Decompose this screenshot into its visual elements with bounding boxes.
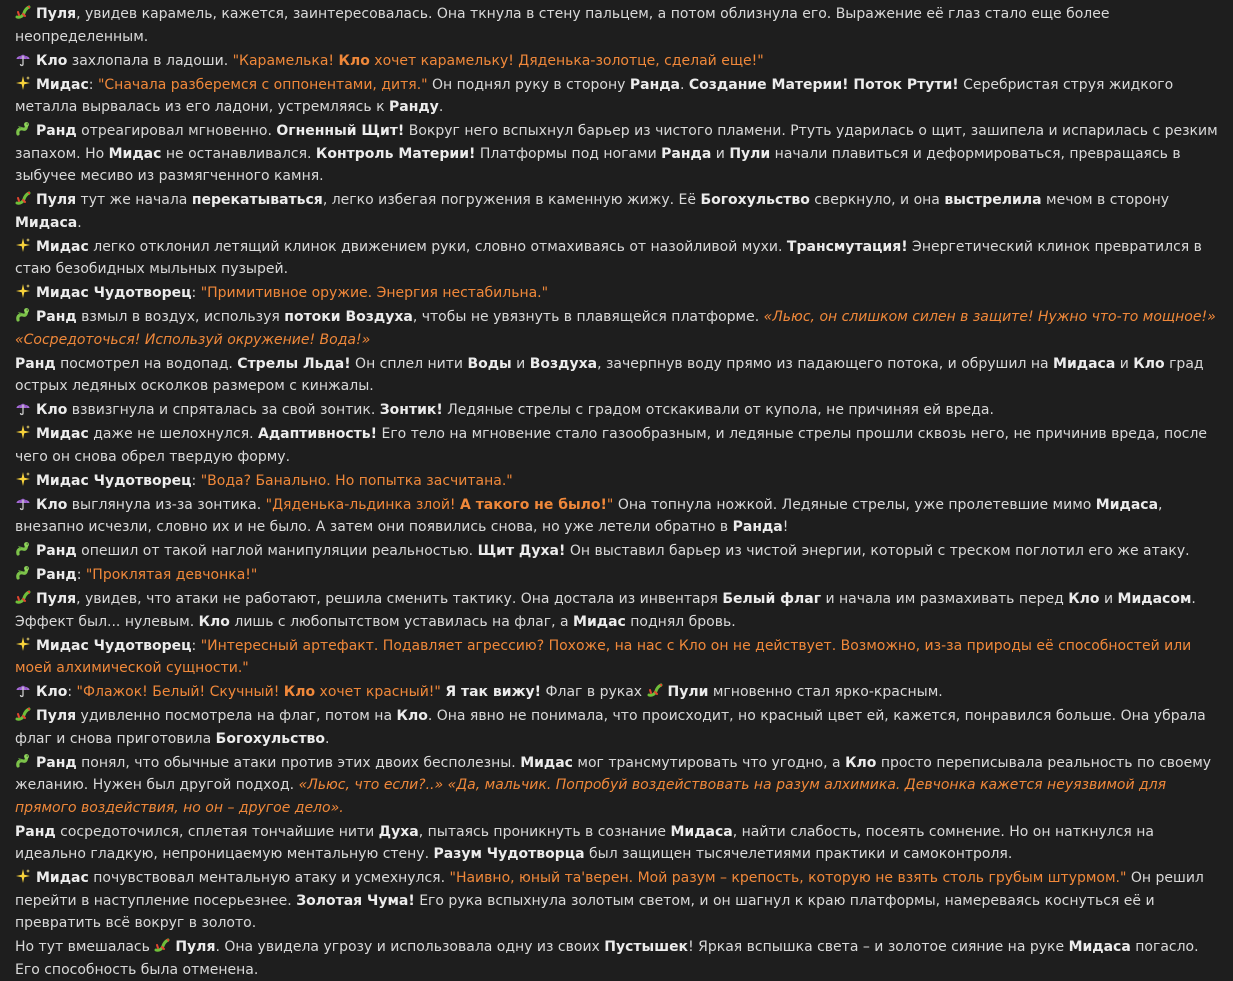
narration-text: :	[191, 472, 201, 489]
snake-lizard-icon	[15, 705, 31, 728]
bold-name: Ранд	[15, 823, 56, 840]
snake-lizard-icon	[15, 3, 31, 26]
bold-name: Ранд	[36, 543, 77, 559]
snake-lizard-icon	[647, 681, 663, 704]
narration-text: , увидев, что атаки не работают, решила сменить тактику. Она достала из инвентаря	[76, 591, 723, 607]
bold-name: Кло	[198, 613, 230, 630]
bold-name: Огненный Щит!	[276, 123, 405, 139]
bold-name: Мидас	[36, 238, 89, 255]
bold-name: Ранда	[629, 76, 680, 93]
speech-quote: "Примитивное оружие. Энергия нестабильна."	[200, 285, 549, 301]
sparkles-icon	[15, 635, 31, 658]
narration-text: был защищен тысячелетиями практики и самоконтроля.	[584, 846, 1013, 862]
bold-name: Мидаса	[15, 214, 78, 231]
chat-message	[15, 50, 1219, 73]
narration-text: и	[511, 355, 530, 372]
bold-name: Мидасом	[1117, 591, 1192, 607]
umbrella-icon	[15, 50, 31, 73]
narration-text: почувствовал ментальную атаку и усмехнулся.	[88, 870, 450, 886]
narration-text: Флаг в руках	[541, 684, 647, 700]
bold-name: Создание Материи! Поток Ртути!	[688, 76, 959, 93]
speech-quote: "Интересный артефакт. Подавляет агрессию? Похоже, на нас с Кло он не действует. Возможно, из-за природы её способностей или моей алхимической сущности."	[15, 637, 1192, 676]
bold-name: Кло	[1133, 355, 1165, 372]
bold-name: Ранд	[36, 754, 77, 771]
chat-message	[15, 705, 1219, 750]
narration-text: Но тут вмешалась	[15, 939, 155, 955]
bold-name: Мидас	[36, 76, 89, 93]
narration-text: .	[438, 99, 444, 115]
chat-message	[15, 588, 1219, 633]
bold-name: Кло	[36, 52, 68, 69]
chat-message	[15, 681, 1219, 704]
dragon-icon	[15, 564, 31, 587]
bold-name: Кло	[36, 684, 68, 700]
bold-name: Пуля	[36, 6, 77, 22]
speech-quote: "Проклятая девчонка!"	[85, 567, 258, 583]
dragon-icon	[15, 306, 31, 329]
bold-name: Богохульство	[215, 730, 326, 747]
chat-message	[15, 423, 1219, 468]
bold-name: Щит Духа!	[477, 543, 566, 559]
narration-text: . Она увидела угрозу и использовала одну из своих	[215, 939, 605, 955]
speech-quote: "Дяденька-льдинка злой!	[265, 496, 460, 513]
narration-text: , пытаясь проникнуть в сознание	[418, 823, 671, 840]
bold-name: Воздуха	[529, 355, 598, 372]
narration-text: . Она явно не понимала, что происходит, но красный цвет ей, кажется, понравился больше. Она убрала флаг и снова приготовила	[15, 708, 1206, 747]
bold-name: Мидас	[108, 145, 162, 162]
narration-text: , легко избегая погружения в каменную жижу. Её	[322, 192, 701, 208]
bold-name: Ранд	[36, 123, 77, 139]
bold-name: Мидас	[573, 613, 626, 630]
bold-name: Кло	[396, 708, 428, 724]
narration-text: Вокруг него вспыхнул барьер из чистого пламени. Ртуть ударилась о щит, зашипела и испарилась с резким запахом. Но	[15, 123, 1218, 162]
bold-name: Мидас	[36, 870, 89, 886]
bold-name: Стрелы Льда!	[237, 355, 351, 372]
narration-text: удивленно посмотрела на флаг, потом на	[76, 708, 397, 724]
sparkles-icon	[15, 74, 31, 97]
bold-name: Мидас	[520, 754, 573, 771]
bold-name: Кло	[36, 496, 68, 513]
bold-name: Ранду	[388, 99, 439, 115]
bold-name: Пустышек	[604, 939, 689, 955]
bold-name: Я так вижу!	[445, 684, 542, 700]
sparkles-icon	[15, 867, 31, 890]
speech-quote: хочет карамельку! Дяденька-золотце, сделай еще!"	[369, 52, 764, 69]
chat-message	[15, 282, 1219, 305]
dragon-icon	[15, 540, 31, 563]
bold-name: Мидас Чудотворец	[36, 637, 192, 654]
narration-text: даже не шелохнулся.	[88, 426, 259, 442]
bold-name: Пуля	[175, 939, 216, 955]
chat-message	[15, 540, 1219, 563]
bold-name: Кло	[1068, 591, 1100, 607]
umbrella-icon	[15, 399, 31, 422]
narration-text: тут же начала	[76, 192, 192, 208]
snake-lizard-icon	[15, 189, 31, 212]
narration-text: и	[711, 145, 730, 162]
chat-message	[15, 635, 1219, 680]
chat-message	[15, 470, 1219, 493]
chat-message	[15, 399, 1219, 422]
chat-message	[15, 120, 1219, 188]
narration-text: понял, что обычные атаки против этих двоих бесполезны.	[76, 754, 521, 771]
chat-message	[15, 564, 1219, 587]
chat-message	[15, 936, 1219, 981]
narration-text: начали плавиться и деформироваться, превращаясь в зыбучее месиво из размягченного камня.	[15, 145, 1181, 184]
narration-text: , увидев карамель, кажется, заинтересовалась. Она ткнула в стену пальцем, а потом облизнула его. Выражение её глаз стало еще более неопределенным.	[15, 6, 1110, 45]
bold-name: Пули	[667, 684, 709, 700]
bold-name: перекатываться	[191, 192, 323, 208]
bold-name: Адаптивность!	[258, 426, 378, 442]
chat-message	[15, 189, 1219, 234]
narration-text: посмотрел на водопад.	[55, 355, 238, 372]
narration-text: .	[680, 76, 689, 93]
narration-text: взвизгнула и спряталась за свой зонтик.	[67, 402, 380, 418]
speech-quote-bold: Кло	[283, 684, 316, 700]
bold-name: Ранд	[36, 309, 77, 325]
narration-text: сосредоточился, сплетая тончайшие нити	[55, 823, 379, 840]
narration-text: :	[88, 76, 98, 93]
bold-name: Пуля	[36, 192, 77, 208]
narration-text: Его тело на мгновение стало газообразным, и ледяные стрелы прошли сквозь него, не причинив вреда, после чего он снова обрел твердую форму.	[15, 426, 1208, 465]
narration-text: опешил от такой наглой манипуляции реальностью.	[76, 543, 478, 559]
chat-message	[15, 306, 1219, 351]
narration-text: . Эффект был... нулевым.	[15, 591, 1196, 630]
speech-quote-bold: Кло	[338, 52, 370, 69]
narration-text: .	[325, 730, 330, 747]
bold-name: Воды	[467, 355, 512, 372]
chat-message	[15, 353, 1219, 398]
bold-name: Пуля	[36, 591, 77, 607]
sparkles-icon	[15, 423, 31, 446]
narration-text: Он поднял руку в сторону	[427, 76, 630, 93]
umbrella-icon	[15, 681, 31, 704]
bold-name: Богохульство	[700, 192, 810, 208]
thought-text: «Льюс, он слишком силен в защите! Нужно что-то мощное!» «Сосредоточься! Используй окружение! Вода!»	[15, 309, 1216, 348]
narration-text: и	[1099, 591, 1118, 607]
narration-text: и начала им размахивать перед	[821, 591, 1069, 607]
narration-text: и	[1115, 355, 1134, 372]
chat-message	[15, 821, 1219, 866]
bold-name: Контроль Материи!	[315, 145, 476, 162]
narration-text: Ледяные стрелы с градом отскакивали от купола, не причиняя ей вреда.	[442, 402, 994, 418]
speech-quote: хочет красный!"	[315, 684, 441, 700]
bold-name: Пуля	[36, 708, 77, 724]
narration-text: Он решил перейти в наступление посерьезнее.	[15, 870, 1204, 909]
bold-name: Ранда	[732, 519, 783, 535]
narration-text: Серебристая струя жидкого металла вырвалась из его ладони, устремляясь к	[15, 76, 1174, 115]
narration-text: мгновенно стал ярко-красным.	[708, 684, 943, 700]
narration-text: град острых ледяных осколков размером с кинжалы.	[15, 355, 1204, 394]
narration-text: взмыл в воздух, используя	[76, 309, 285, 325]
narration-text: Платформы под ногами	[475, 145, 662, 162]
narration-text: погасло. Его способность была отменена.	[15, 939, 1199, 978]
bold-name: Ранда	[661, 145, 712, 162]
narration-text: отреагировал мгновенно.	[76, 123, 277, 139]
bold-name: Ранд	[36, 567, 77, 583]
narration-text: просто переписывала реальность по своему желанию. Нужен был другой подход.	[15, 754, 1212, 793]
chat-message	[15, 752, 1219, 820]
bold-name: Мидаса	[670, 823, 733, 840]
narration-text: !	[782, 519, 789, 535]
narration-text: .	[77, 214, 82, 231]
speech-quote: "Сначала разберемся с оппонентами, дитя."	[97, 76, 428, 93]
speech-quote: "Флажок! Белый! Скучный!	[76, 684, 284, 700]
speech-quote-bold: А такого не было!	[459, 496, 607, 513]
narration-text: Она топнула ножкой. Ледяные стрелы, уже пролетевшие мимо	[613, 496, 1096, 513]
narration-text: мог трансмутировать что угодно, а	[572, 754, 846, 771]
thought-text: «Льюс, что если?..» «Да, мальчик. Попробуй воздействовать на разум алхимика. Девчонка кажется неуязвимой для прямого воздействия, но он – другое дело».	[15, 777, 1167, 816]
dragon-icon	[15, 120, 31, 143]
narration-text: :	[76, 567, 86, 583]
bold-name: Зонтик!	[379, 402, 443, 418]
sparkles-icon	[15, 282, 31, 305]
narration-text: , найти слабость, посеять сомнение. Но он наткнулся на идеально гладкую, непроницаемую ментальную стену.	[15, 823, 1155, 862]
speech-quote: "Карамелька!	[232, 52, 339, 69]
narration-text: :	[67, 684, 77, 700]
narration-text: , внезапно исчезли, словно их и не было. А затем они появились снова, но уже летели обратно в	[15, 496, 1163, 535]
bold-name: потоки Воздуха	[284, 309, 413, 325]
bold-name: выстрелила	[944, 192, 1042, 208]
bold-name: Мидаса	[1068, 939, 1131, 955]
umbrella-icon	[15, 494, 31, 517]
bold-name: Духа	[378, 823, 419, 840]
bold-name: Мидаса	[1095, 496, 1159, 513]
bold-name: Кло	[845, 754, 877, 771]
bold-name: Пули	[729, 145, 771, 162]
bold-name: Белый флаг	[722, 591, 822, 607]
narration-text: , зачерпнув воду прямо из падающего потока, и обрушил на	[597, 355, 1054, 372]
narration-text: захлопала в ладоши.	[67, 52, 233, 69]
narration-text: Его рука вспыхнула золотым светом, и он шагнул к краю платформы, намереваясь коснуться её и превратить всё вокруг в золото.	[15, 892, 1155, 931]
narration-text: поднял бровь.	[625, 613, 736, 630]
bold-name: Золотая Чума!	[296, 892, 415, 909]
narration-text: легко отклонил летящий клинок движением руки, словно отмахиваясь от назойливой мухи.	[88, 238, 787, 255]
snake-lizard-icon	[154, 936, 170, 959]
snake-lizard-icon	[15, 588, 31, 611]
sparkles-icon	[15, 470, 31, 493]
speech-quote: "	[606, 496, 614, 513]
bold-name: Мидаса	[1053, 355, 1116, 372]
narration-text: , чтобы не увязнуть в плавящейся платформе.	[412, 309, 764, 325]
narration-text: Он сплел нити	[350, 355, 468, 372]
narration-text: :	[191, 637, 201, 654]
sparkles-icon	[15, 236, 31, 259]
bold-name: Трансмутация!	[786, 238, 908, 255]
narration-text: Он выставил барьер из чистой энергии, который с треском поглотил его же атаку.	[565, 543, 1190, 559]
narration-text: сверкнуло, и она	[809, 192, 945, 208]
narration-text: мечом в сторону	[1041, 192, 1170, 208]
narration-text: Энергетический клинок превратился в стаю безобидных мыльных пузырей.	[15, 238, 1202, 277]
chat-message	[15, 867, 1219, 935]
bold-name: Мидас Чудотворец	[36, 285, 192, 301]
speech-quote: "Наивно, юный та'верен. Мой разум – крепость, которую не взять столь грубым штурмом."	[449, 870, 1127, 886]
narration-text: лишь с любопытством уставилась на флаг, а	[229, 613, 574, 630]
bold-name: Мидас Чудотворец	[36, 472, 192, 489]
bold-name: Разум Чудотворца	[433, 846, 585, 862]
narration-text: не останавливался.	[161, 145, 316, 162]
chat-message	[15, 3, 1219, 48]
bold-name: Мидас	[36, 426, 89, 442]
narration-text: :	[191, 285, 201, 301]
dragon-icon	[15, 752, 31, 775]
chat-message	[15, 494, 1219, 539]
chat-message	[15, 236, 1219, 281]
bold-name: Кло	[36, 402, 68, 418]
chat-message	[15, 74, 1219, 119]
speech-quote: "Вода? Банально. Но попытка засчитана."	[200, 472, 513, 489]
narration-text: ! Яркая вспышка света – и золотое сияние на руке	[688, 939, 1069, 955]
bold-name: Ранд	[15, 355, 56, 372]
narration-text: выглянула из-за зонтика.	[67, 496, 266, 513]
